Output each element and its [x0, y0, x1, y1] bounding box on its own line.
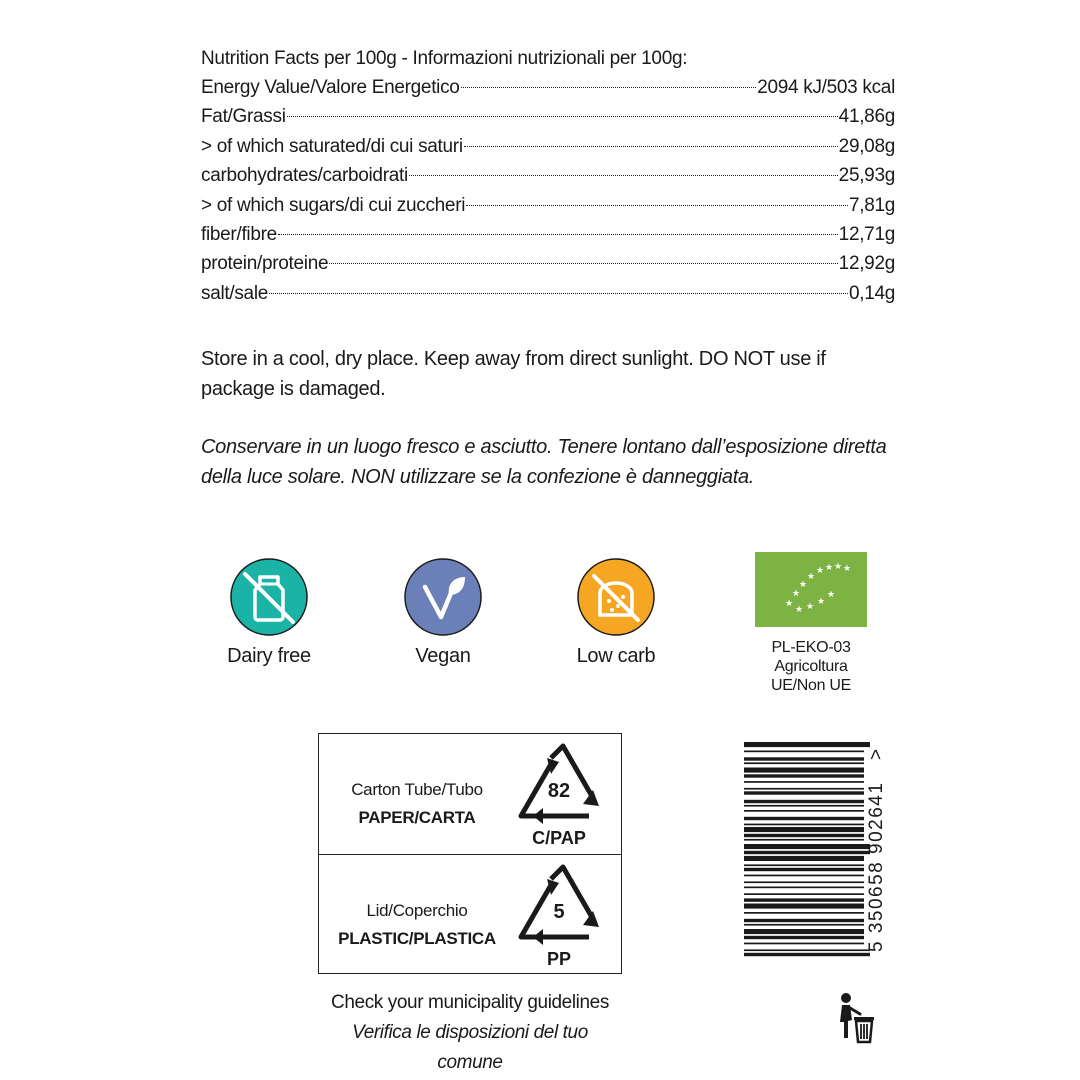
barcode-bar	[744, 864, 864, 866]
barcode-bar	[744, 936, 864, 939]
nutrition-row	[201, 279, 895, 308]
barcode-bar	[744, 868, 864, 871]
svg-text:★: ★	[806, 602, 815, 612]
barcode-bar	[744, 898, 864, 901]
barcode-bar	[744, 800, 864, 803]
carton-component: Carton Tube/Tubo	[351, 780, 483, 799]
nutrition-label: Energy Value/Valore Energetico	[201, 77, 460, 98]
barcode-bar	[744, 839, 864, 841]
vegan-leaf-icon	[403, 557, 483, 637]
barcode-bar	[744, 774, 864, 777]
nutrition-label: salt/sale	[201, 282, 269, 304]
storage-text-it: Conservare in un luogo fresco e asciutto. Tenere lontano dall’esposizione diretta della luce solare. NON utilizzare se la confezione è danneggiata.	[201, 436, 887, 488]
barcode-bars	[744, 742, 870, 956]
svg-text:★: ★	[807, 572, 816, 582]
barcode-bar	[744, 827, 864, 832]
svg-text:★: ★	[825, 563, 834, 573]
recycle-triangle-icon	[511, 861, 611, 973]
nutrition-facts	[201, 44, 895, 308]
barcode-bar	[744, 742, 870, 747]
barcode-bar	[744, 851, 870, 854]
low-carb-badge	[566, 557, 666, 668]
svg-text:★: ★	[817, 597, 826, 607]
organic-code: PL-EKO-03	[771, 639, 851, 656]
lid-description	[327, 897, 507, 953]
nutrition-value: 2094 kJ/503 kcal	[757, 77, 895, 98]
barcode-bar	[744, 791, 864, 794]
svg-text:★: ★	[827, 590, 836, 600]
dairy-free-badge	[219, 557, 319, 668]
disposal-guidelines	[318, 988, 622, 1078]
vegan-label: Vegan	[415, 645, 471, 667]
barcode-bar	[744, 751, 864, 753]
storage-instructions	[201, 344, 901, 492]
barcode-bar	[744, 912, 864, 914]
nutrition-value: 7,81g	[848, 194, 895, 216]
barcode-bar	[744, 781, 864, 783]
barcode-bar	[744, 875, 864, 877]
svg-text:★: ★	[785, 599, 794, 609]
nutrition-row	[201, 102, 895, 131]
tidyman-bin-icon	[836, 992, 876, 1044]
nutrition-row	[201, 132, 895, 161]
barcode-bar	[744, 824, 864, 826]
organic-agriculture: Agricoltura	[774, 658, 848, 675]
nutrition-value: 0,14g	[848, 282, 895, 304]
recycle-number-carton: 82	[547, 780, 571, 802]
barcode	[742, 738, 894, 960]
nutrition-label: > of which sugars/di cui zuccheri	[201, 194, 466, 216]
organic-origin: UE/Non UE	[771, 677, 851, 694]
nutrition-label: carbohydrates/carboidrati	[201, 165, 408, 187]
nutrition-label: > of which saturated/di cui saturi	[201, 135, 463, 157]
barcode-bar	[744, 856, 864, 861]
barcode-bar	[744, 834, 864, 837]
nutrition-row	[201, 161, 895, 190]
eu-organic-logo	[755, 552, 867, 627]
barcode-bar	[744, 949, 870, 951]
lid-component: Lid/Coperchio	[366, 901, 468, 920]
eu-organic-leaf-icon	[755, 552, 867, 627]
barcode-bar	[744, 881, 864, 883]
nutrition-value: 29,08g	[838, 135, 895, 157]
nutrition-label: protein/proteine	[201, 253, 329, 275]
barcode-bar	[744, 919, 864, 922]
recycling-row-lid	[319, 854, 621, 975]
nutrition-row	[201, 73, 895, 102]
barcode-bar	[744, 904, 864, 909]
nutrition-row	[201, 249, 895, 278]
recycle-number-lid: 5	[553, 901, 565, 923]
barcode-bar	[744, 805, 864, 807]
barcode-bar	[744, 762, 864, 764]
nutrition-value: 41,86g	[838, 106, 895, 128]
recycle-triangle-icon	[511, 740, 611, 852]
nutrition-label: Fat/Grassi	[201, 106, 286, 128]
nutrition-value: 25,93g	[838, 165, 895, 187]
barcode-bar	[744, 757, 864, 760]
recycling-row-carton	[319, 734, 621, 854]
no-bread-icon	[576, 557, 656, 637]
disposal-text-it: Verifica le disposizioni del tuo comune	[352, 1022, 588, 1073]
barcode-digits: 5 350658 902641	[866, 781, 887, 952]
nutrition-row	[201, 220, 895, 249]
storage-text-en: Store in a cool, dry place. Keep away from direct sunlight. DO NOT use if package is damaged.	[201, 348, 826, 400]
recycle-code-carton: C/PAP	[532, 828, 586, 848]
barcode-bar	[744, 810, 864, 812]
nutrition-label: fiber/fibre	[201, 223, 277, 245]
barcode-arrow: >	[866, 748, 887, 760]
disposal-text-en: Check your municipality guidelines	[331, 992, 609, 1013]
carton-description	[327, 776, 507, 832]
barcode-bar	[744, 887, 864, 889]
nutrition-row	[201, 191, 895, 220]
carton-material: PAPER/CARTA	[358, 808, 476, 827]
dairy-free-label: Dairy free	[227, 645, 311, 667]
organic-certification-text	[740, 638, 882, 695]
svg-text:★: ★	[799, 580, 808, 590]
vegan-badge	[393, 557, 493, 668]
recycling-table	[318, 733, 622, 974]
svg-text:★: ★	[834, 562, 843, 572]
barcode-bar	[744, 844, 870, 849]
svg-text:★: ★	[792, 589, 801, 599]
barcode-bar	[744, 953, 870, 956]
low-carb-label: Low carb	[576, 645, 656, 667]
barcode-bar	[744, 788, 864, 790]
nutrition-title: Nutrition Facts per 100g - Informazioni nutrizionali per 100g:	[201, 48, 688, 69]
recycle-code-lid: PP	[546, 949, 572, 969]
barcode-bar	[744, 893, 864, 895]
no-milk-bottle-icon	[229, 557, 309, 637]
svg-text:★: ★	[795, 605, 804, 615]
barcode-bar	[744, 924, 864, 926]
nutrition-value: 12,92g	[838, 253, 895, 275]
svg-text:★: ★	[816, 566, 825, 576]
nutrition-value: 12,71g	[838, 223, 895, 245]
barcode-bar	[744, 768, 864, 773]
barcode-bar	[744, 929, 864, 934]
lid-material: PLASTIC/PLASTICA	[338, 929, 496, 948]
barcode-bar	[744, 817, 864, 820]
barcode-bar	[744, 943, 864, 945]
svg-text:★: ★	[843, 564, 852, 574]
